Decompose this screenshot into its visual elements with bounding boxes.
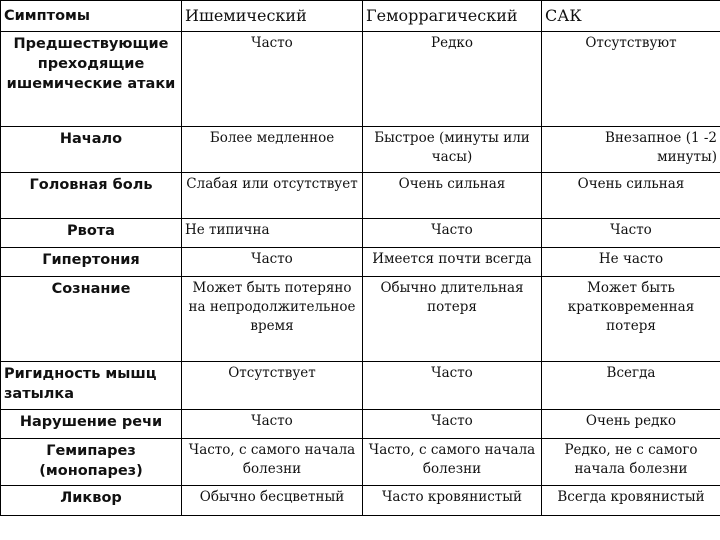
table-row [1, 362, 720, 410]
symptom-cell: Головная боль [1, 173, 182, 219]
symptom-cell: Сознание [1, 277, 182, 362]
header-symptoms: Симптомы [1, 1, 182, 32]
table-row [1, 219, 720, 248]
sak-cell: Очень редко [542, 410, 720, 439]
sak-cell: Редко, не с самого начала болезни [542, 439, 720, 486]
hemorrhagic-cell: Быстрое (минуты или часы) [363, 127, 542, 173]
ischemic-cell: Часто [182, 32, 363, 127]
symptom-cell: Нарушение речи [1, 410, 182, 439]
hemorrhagic-cell: Имеется почти всегда [363, 248, 542, 277]
table-row [1, 277, 720, 362]
symptom-cell: Рвота [1, 219, 182, 248]
symptom-cell: Начало [1, 127, 182, 173]
ischemic-cell: Отсутствует [182, 362, 363, 410]
ischemic-cell: Часто [182, 248, 363, 277]
hemorrhagic-cell: Часто [363, 410, 542, 439]
ischemic-cell: Часто [182, 410, 363, 439]
header-sak: САК [542, 1, 720, 32]
hemorrhagic-cell: Очень сильная [363, 173, 542, 219]
sak-cell: Очень сильная [542, 173, 720, 219]
sak-cell: Может быть кратковременная потеря [542, 277, 720, 362]
sak-cell: Не часто [542, 248, 720, 277]
table-row [1, 32, 720, 127]
symptom-cell: Ликвор [1, 486, 182, 516]
table-row [1, 439, 720, 486]
table-row [1, 127, 720, 173]
ischemic-cell: Слабая или отсутствует [182, 173, 363, 219]
table-row [1, 486, 720, 516]
ischemic-cell: Не типична [182, 219, 363, 248]
table-row [1, 248, 720, 277]
ischemic-cell: Часто, с самого начала болезни [182, 439, 363, 486]
sak-cell: Всегда [542, 362, 720, 410]
table-row [1, 410, 720, 439]
hemorrhagic-cell: Часто [363, 362, 542, 410]
symptom-cell: Предшествующие преходящие ишемические атаки [1, 32, 182, 127]
hemorrhagic-cell: Часто, с самого начала болезни [363, 439, 542, 486]
ischemic-cell: Обычно бесцветный [182, 486, 363, 516]
symptom-cell: Ригидность мышц затылка [1, 362, 182, 410]
sak-cell: Всегда кровянистый [542, 486, 720, 516]
symptom-cell: Гемипарез (монопарез) [1, 439, 182, 486]
ischemic-cell: Более медленное [182, 127, 363, 173]
sak-cell: Часто [542, 219, 720, 248]
hemorrhagic-cell: Обычно длительная потеря [363, 277, 542, 362]
hemorrhagic-cell: Часто [363, 219, 542, 248]
symptom-cell: Гипертония [1, 248, 182, 277]
ischemic-cell: Может быть потеряно на непродолжительное время [182, 277, 363, 362]
header-hemorrhagic: Геморрагический [363, 1, 542, 32]
hemorrhagic-cell: Редко [363, 32, 542, 127]
header-ischemic: Ишемический [182, 1, 363, 32]
sak-cell: Отсутствуют [542, 32, 720, 127]
table-row [1, 173, 720, 219]
hemorrhagic-cell: Часто кровянистый [363, 486, 542, 516]
sak-cell: Внезапное (1 -2 минуты) [542, 127, 720, 173]
table-header-row [1, 1, 720, 32]
